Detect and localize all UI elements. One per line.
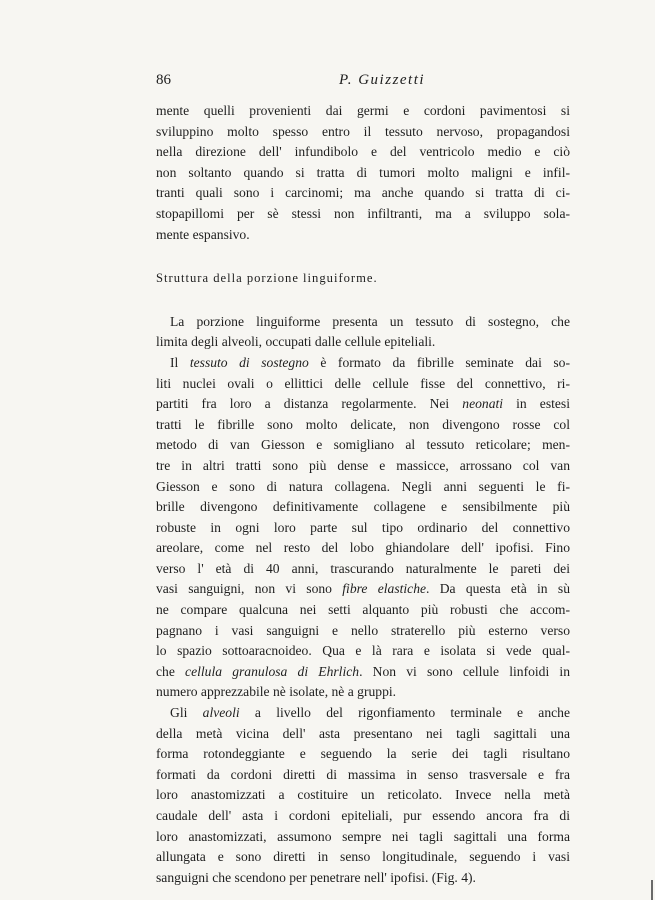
text-line: loro anastomizzati a costituire un reticolato. Invece nella metà xyxy=(156,787,570,803)
text-line: verso l' età di 40 anni, trascurando naturalmente le pareti dei xyxy=(156,560,570,576)
text-line xyxy=(156,353,570,374)
text-run: vasi sanguigni, non vi sono xyxy=(156,581,343,597)
text-run: a livello del rigonfiamento terminale e anche xyxy=(239,705,570,721)
text-line xyxy=(156,579,570,600)
page-number: 86 xyxy=(156,72,171,88)
text-line: Giesson e sono di natura collagena. Negli anni seguenti le fi- xyxy=(156,478,570,494)
body-text xyxy=(156,101,570,888)
text-line: mente espansivo. xyxy=(156,226,250,242)
text-line: tranti quali sono i carcinomi; ma anche quando si tratta di ci- xyxy=(156,185,570,201)
text-run: . Non vi sono cellule linfoidi in xyxy=(359,663,570,679)
text-line: La porzione linguiforme presenta un tessuto di sostegno, che xyxy=(170,313,570,329)
text-run: Gli xyxy=(170,705,203,721)
paragraph-3 xyxy=(156,353,570,703)
text-run: partiti fra loro a distanza regolarmente. Nei xyxy=(156,396,463,412)
text-line: areolare, come nel resto del lobo ghiandolare dell' ipofisi. Fino xyxy=(156,540,570,556)
paragraph-4 xyxy=(156,703,570,888)
text-line: formati da cordoni diretti di massima in senso trasversale e fra xyxy=(156,766,570,782)
text-line: sviluppino molto spesso entro il tessuto nervoso, propagandosi xyxy=(156,123,570,139)
paragraph-2 xyxy=(156,312,570,353)
text-line: tre in altri tratti sono più dense e massicce, arrossano col van xyxy=(156,457,570,473)
text-line: tratti le fibrille sono molto delicate, non divengono rosse col xyxy=(156,416,570,432)
text-line: loro anastomizzati, assumono sempre nei tagli sagittali una forma xyxy=(156,828,570,844)
section-heading: Struttura della porzione linguiforme. xyxy=(156,271,378,286)
text-line: sanguigni che scendono per penetrare nell' ipofisi. (Fig. 4). xyxy=(156,869,476,885)
text-line xyxy=(156,662,570,683)
text-line: della metà vicina dell' asta presentano nei tagli sagittali una xyxy=(156,725,570,741)
text-line xyxy=(156,394,570,415)
text-line: caudale dell' asta i cordoni epiteliali, pur essendo ancora fra di xyxy=(156,808,570,823)
text-line: non soltanto quando si tratta di tumori molto maligni e infil- xyxy=(156,164,570,180)
text-line: nella direzione dell' infundibolo e del ventricolo medio e ciò xyxy=(156,144,570,160)
text-run: che xyxy=(156,663,186,679)
text-line: brille divengono definitivamente collagene e sensibilmente più xyxy=(156,499,570,515)
italic-term: cellula granulosa di Ehrlich xyxy=(185,663,360,679)
text-line: liti nuclei ovali o ellittici delle cellule fisse del connettivo, ri- xyxy=(156,375,570,391)
text-line: metodo di van Giesson e somigliano al tessuto reticolare; men- xyxy=(156,437,570,453)
text-line: stopapillomi per sè stessi non infiltranti, ma a sviluppo sola- xyxy=(156,205,570,221)
section-gap xyxy=(156,245,570,268)
italic-term: alveoli xyxy=(202,705,240,721)
running-head xyxy=(156,72,571,94)
italic-term: tessuto di sostegno xyxy=(189,354,309,370)
paragraph-1 xyxy=(156,101,570,245)
italic-term: neonati xyxy=(462,396,504,412)
text-line: ne compare qualcuna nei setti alquanto più robusti che accom- xyxy=(156,602,570,618)
text-line: limita degli alveoli, occupati dalle cellule epiteliali. xyxy=(156,334,436,350)
text-line: mente quelli provenienti dai germi e cordoni pavimentosi si xyxy=(156,103,570,118)
text-line: forma rotondeggiante e seguendo la serie dei tagli risultano xyxy=(156,746,570,762)
text-line: pagnano i vasi sanguigni e nello straterello più esterno verso xyxy=(156,622,570,638)
text-run: . Da questa età in sù xyxy=(426,581,570,597)
section-gap xyxy=(156,289,570,312)
scan-edge-mark xyxy=(651,880,653,900)
text-run: in estesi xyxy=(503,396,570,412)
text-run: è formato da fibrille seminate dai so- xyxy=(308,354,570,370)
running-title: P. Guizzetti xyxy=(339,72,426,88)
text-line: lo spazio sottoaracnoideo. Qua e là rara e isolata si vede qual- xyxy=(156,643,570,659)
italic-term: fibre elastiche xyxy=(342,581,427,597)
text-line xyxy=(156,703,570,724)
text-line: robuste in ogni loro parte sul tipo ordinario del connettivo xyxy=(156,519,570,535)
text-line: allungata e sono diretti in senso longitudinale, seguendo i vasi xyxy=(156,849,570,865)
text-line: numero apprezzabile nè isolate, nè a gruppi. xyxy=(156,684,397,700)
text-run: Il xyxy=(170,354,190,370)
